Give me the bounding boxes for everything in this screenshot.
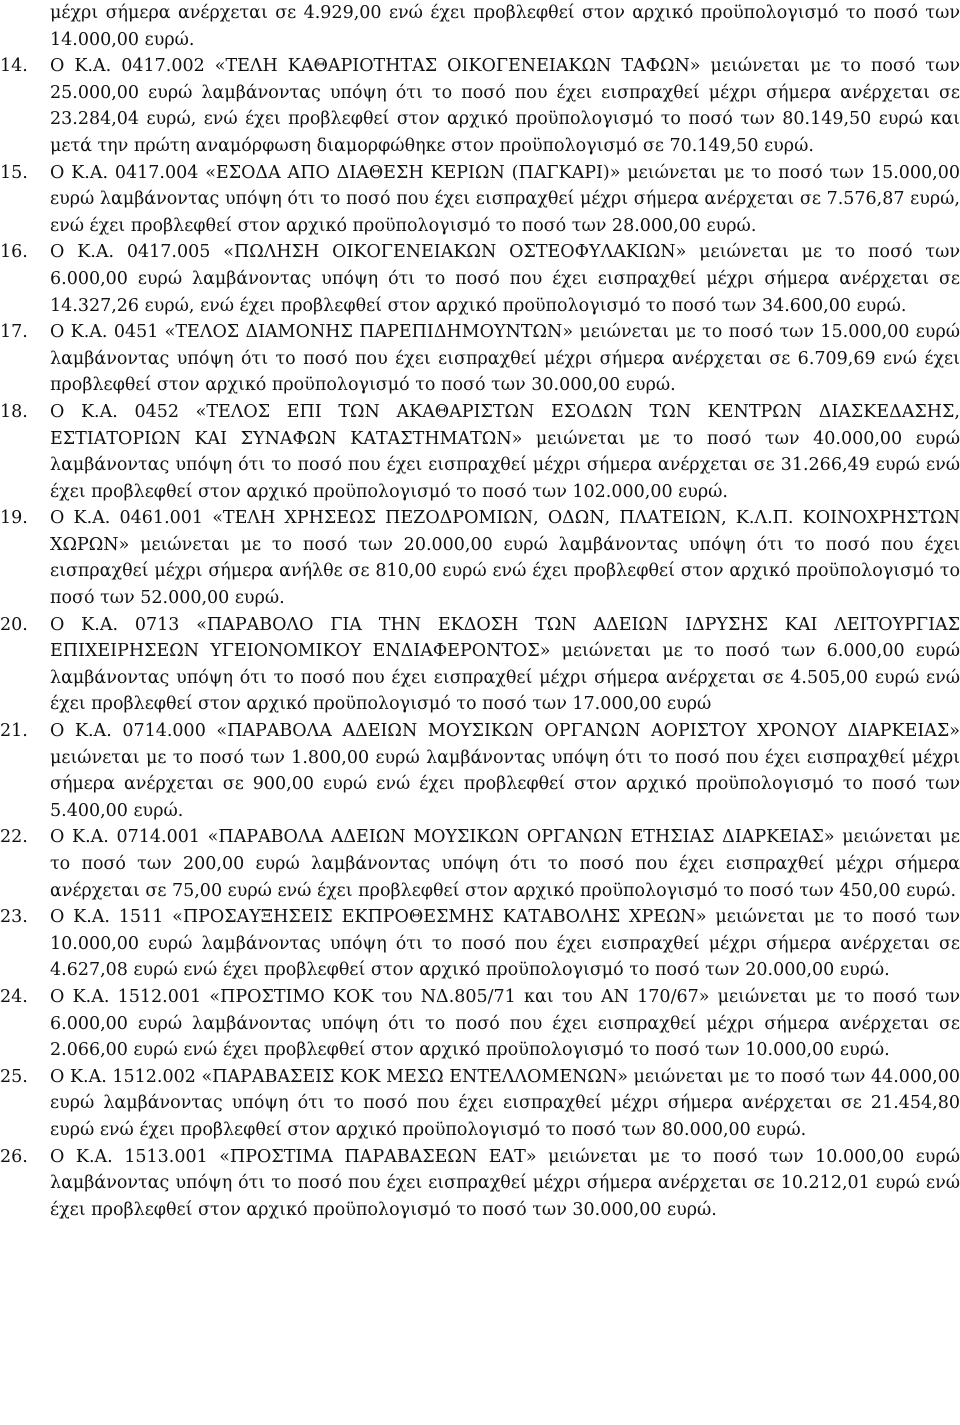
item-number: 18. <box>0 401 28 422</box>
item-text: Ο Κ.Α. 1513.001 «ΠΡΟΣΤΙΜΑ ΠΑΡΑΒΑΣΕΩΝ ΕΑΤ» μειώνεται με το ποσό των 10.000,00 ευρώ λαμβάνοντας υπόψη ότι το ποσό που έχει εισπραχθεί μέχρι σήμερα ανέρχεται σε 10.212,01 ευρώ ενώ έχει προβλεφθεί στον αρχικό προϋπολογισμό το ποσό των 30.000,00 ευρώ. <box>50 1146 960 1220</box>
item-number: 24. <box>0 986 28 1007</box>
list-item <box>0 399 960 505</box>
item-number: 25. <box>0 1066 28 1087</box>
items-list <box>0 53 960 1223</box>
list-item <box>0 904 960 984</box>
item-text: Ο Κ.Α. 0714.001 «ΠΑΡΑΒΟΛΑ ΑΔΕΙΩΝ ΜΟΥΣΙΚΩΝ ΟΡΓΑΝΩΝ ΕΤΗΣΙΑΣ ΔΙΑΡΚΕΙΑΣ» μειώνεται με το ποσό των 200,00 ευρώ λαμβάνοντας υπόψη ότι το ποσό που έχει εισπραχθεί μέχρι σήμερα ανέρχεται σε 75,00 ευρώ ενώ έχει προβλεφθεί στον αρχικό προϋπολογισμό το ποσό των 450,00 ευρώ. <box>50 827 960 901</box>
item-number: 15. <box>0 162 28 183</box>
list-item <box>0 984 960 1064</box>
item-text: Ο Κ.Α. 0713 «ΠΑΡΑΒΟΛΟ ΓΙΑ ΤΗΝ ΕΚΔΟΣΗ ΤΩΝ ΑΔΕΙΩΝ ΙΔΡΥΣΗΣ ΚΑΙ ΛΕΙΤΟΥΡΓΙΑΣ ΕΠΙΧΕΙΡΗΣΕΩΝ ΥΓΕΙΟΝΟΜΙΚΟΥ ΕΝΔΙΑΦΕΡΟΝΤΟΣ» μειώνεται με το ποσό των 6.000,00 ευρώ λαμβάνοντας υπόψη ότι το ποσό που έχει εισπραχθεί μέχρι σήμερα ανέρχεται σε 4.505,00 ευρώ ενώ έχει προβλεφθεί στον αρχικό προϋπολογισμό το ποσό των 17.000,00 ευρώ <box>50 614 960 715</box>
item-number: 23. <box>0 907 28 928</box>
list-item <box>0 239 960 319</box>
intro-paragraph: μέχρι σήμερα ανέρχεται σε 4.929,00 ενώ έχει προβλεφθεί στον αρχικό προϋπολογισμό το ποσό των 14.000,00 ευρώ. <box>50 3 960 50</box>
item-text: Ο Κ.Α. 0417.002 «ΤΕΛΗ ΚΑΘΑΡΙΟΤΗΤΑΣ ΟΙΚΟΓΕΝΕΙΑΚΩΝ ΤΑΦΩΝ» μειώνεται με το ποσό των 25.000,00 ευρώ λαμβάνοντας υπόψη ότι το ποσό που έχει εισπραχθεί μέχρι σήμερα ανέρχεται σε 23.284,04 ευρώ, ενώ έχει προβλεφθεί στον αρχικό προϋπολογισμό το ποσό των 80.149,50 ευρώ και μετά την πρώτη αναμόρφωση διαμορφώθηκε στον προϋπολογισμό σε 70.149,50 ευρώ. <box>50 56 960 156</box>
item-number: 21. <box>0 721 28 742</box>
item-text: Ο Κ.Α. 0714.000 «ΠΑΡΑΒΟΛΑ ΑΔΕΙΩΝ ΜΟΥΣΙΚΩΝ ΟΡΓΑΝΩΝ ΑΟΡΙΣΤΟΥ ΧΡΟΝΟΥ ΔΙΑΡΚΕΙΑΣ» μειώνεται με το ποσό των 1.800,00 ευρώ λαμβάνοντας υπόψη ότι το ποσό που έχει εισπραχθεί μέχρι σήμερα ανέρχεται σε 900,00 ευρώ ενώ έχει προβλεφθεί στον αρχικό προϋπολογισμό το ποσό των 5.400,00 ευρώ. <box>50 721 960 821</box>
item-number: 17. <box>0 322 28 343</box>
item-text: Ο Κ.Α. 0417.004 «ΕΣΟΔΑ ΑΠΟ ΔΙΑΘΕΣΗ ΚΕΡΙΩΝ (ΠΑΓΚΑΡΙ)» μειώνεται με το ποσό των 15.000,00 ευρώ λαμβάνοντας υπόψη ότι το ποσό που έχει εισπραχθεί μέχρι σήμερα ανέρχεται σε 7.576,87 ευρώ, ενώ έχει προβλεφθεί στον αρχικό προϋπολογισμό το ποσό των 28.000,00 ευρώ. <box>50 162 960 236</box>
item-text: Ο Κ.Α. 0452 «ΤΕΛΟΣ ΕΠΙ ΤΩΝ ΑΚΑΘΑΡΙΣΤΩΝ ΕΣΟΔΩΝ ΤΩΝ ΚΕΝΤΡΩΝ ΔΙΑΣΚΕΔΑΣΗΣ, ΕΣΤΙΑΤΟΡΙΩΝ ΚΑΙ ΣΥΝΑΦΩΝ ΚΑΤΑΣΤΗΜΑΤΩΝ» μειώνεται με το ποσό των 40.000,00 ευρώ λαμβάνοντας υπόψη ότι το ποσό που έχει εισπραχθεί μέχρι σήμερα ανέρχεται σε 31.266,49 ευρώ ενώ έχει προβλεφθεί στον αρχικό προϋπολογισμό το ποσό των 102.000,00 ευρώ. <box>50 401 960 502</box>
item-text: Ο Κ.Α. 1512.001 «ΠΡΟΣΤΙΜΟ ΚΟΚ του ΝΔ.805/71 και του ΑΝ 170/67» μειώνεται με το ποσό των 6.000,00 ευρώ λαμβάνοντας υπόψη ότι το ποσό που έχει εισπραχθεί μέχρι σήμερα ανέρχεται σε 2.066,00 ευρώ ενώ έχει προβλεφθεί στον αρχικό προϋπολογισμό το ποσό των 10.000,00 ευρώ. <box>50 986 960 1061</box>
list-item <box>0 612 960 718</box>
list-item <box>0 1144 960 1224</box>
item-number: 19. <box>0 508 28 529</box>
item-text: Ο Κ.Α. 1512.002 «ΠΑΡΑΒΑΣΕΙΣ ΚΟΚ ΜΕΣΩ ΕΝΤΕΛΛΟΜΕΝΩΝ» μειώνεται με το ποσό των 44.000,00 ευρώ λαμβάνοντας υπόψη ότι το ποσό που έχει εισπραχθεί μέχρι σήμερα ανέρχεται σε 21.454,80 ευρώ ενώ έχει προβλεφθεί στον αρχικό προϋπολογισμό το ποσό των 80.000,00 ευρώ. <box>50 1066 960 1140</box>
item-number: 16. <box>0 242 28 263</box>
list-item <box>0 53 960 159</box>
list-item <box>0 505 960 611</box>
list-item <box>0 160 960 240</box>
list-item <box>0 824 960 904</box>
list-item <box>0 319 960 399</box>
item-number: 14. <box>0 56 28 77</box>
item-text: Ο Κ.Α. 1511 «ΠΡΟΣΑΥΞΗΣΕΙΣ ΕΚΠΡΟΘΕΣΜΗΣ ΚΑΤΑΒΟΛΗΣ ΧΡΕΩΝ» μειώνεται με το ποσό των 10.000,00 ευρώ λαμβάνοντας υπόψη ότι το ποσό που έχει εισπραχθεί μέχρι σήμερα ανέρχεται σε 4.627,08 ευρώ ενώ έχει προβλεφθεί στον αρχικό προϋπολογισμό το ποσό των 20.000,00 ευρώ. <box>50 907 960 981</box>
item-text: Ο Κ.Α. 0451 «ΤΕΛΟΣ ΔΙΑΜΟΝΗΣ ΠΑΡΕΠΙΔΗΜΟΥΝΤΩΝ» μειώνεται με το ποσό των 15.000,00 ευρώ λαμβάνοντας υπόψη ότι το ποσό που έχει εισπραχθεί μέχρι σήμερα ανέρχεται σε 6.709,69 ενώ έχει προβλεφθεί στον αρχικό προϋπολογισμό το ποσό των 30.000,00 ευρώ. <box>50 322 960 396</box>
list-item <box>0 718 960 824</box>
item-number: 22. <box>0 827 28 848</box>
item-text: Ο Κ.Α. 0461.001 «ΤΕΛΗ ΧΡΗΣΕΩΣ ΠΕΖΟΔΡΟΜΙΩΝ, ΟΔΩΝ, ΠΛΑΤΕΙΩΝ, Κ.Λ.Π. ΚΟΙΝΟΧΡΗΣΤΩΝ ΧΩΡΩΝ» μειώνεται με το ποσό των 20.000,00 ευρώ λαμβάνοντας υπόψη ότι το ποσό που έχει εισπραχθεί μέχρι σήμερα ανήλθε σε 810,00 ευρώ ενώ έχει προβλεφθεί στον αρχικό προϋπολογισμό το ποσό των 52.000,00 ευρώ. <box>50 508 960 609</box>
item-text: Ο Κ.Α. 0417.005 «ΠΩΛΗΣΗ ΟΙΚΟΓΕΝΕΙΑΚΩΝ ΟΣΤΕΟΦΥΛΑΚΙΩΝ» μειώνεται με το ποσό των 6.000,00 ευρώ λαμβάνοντας υπόψη ότι το ποσό που έχει εισπραχθεί μέχρι σήμερα ανέρχεται σε 14.327,26 ευρώ, ενώ έχει προβλεφθεί στον αρχικό προϋπολογισμό το ποσό των 34.600,00 ευρώ. <box>50 242 960 316</box>
list-item <box>0 1064 960 1144</box>
item-number: 20. <box>0 614 28 635</box>
item-number: 26. <box>0 1146 28 1167</box>
